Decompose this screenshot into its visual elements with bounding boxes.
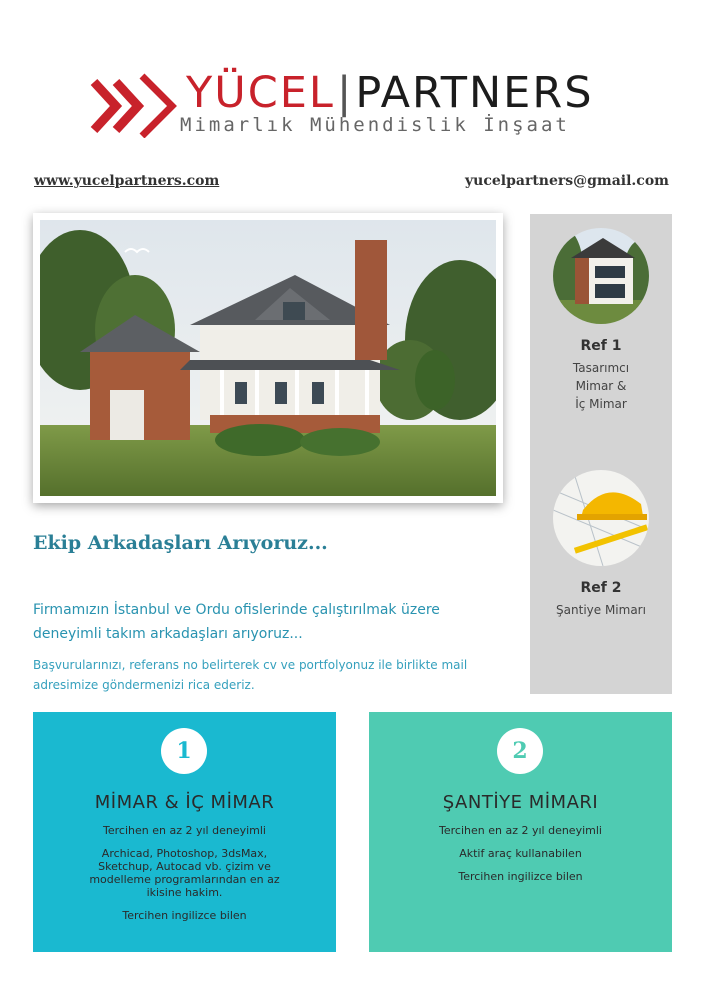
requirement-line: Tercihen en az 2 yıl deneyimli (103, 824, 266, 837)
requirement-line: Archicad, Photoshop, 3dsMax, Sketchup, Autocad vb. çizim ve modelleme programlarından en az ikisine hakim. (89, 847, 280, 899)
yp-monogram-icon (90, 72, 180, 138)
ref-2-description (530, 601, 672, 619)
intro-text (33, 598, 513, 646)
ref-1-description (530, 359, 672, 413)
position-requirements (409, 824, 632, 893)
application-note (33, 655, 503, 695)
position-card-1 (33, 712, 336, 952)
intro-line: Firmamızın İstanbul ve Ordu ofislerinde çalıştırılmak üzere (33, 602, 440, 618)
position-number-badge: 2 (497, 728, 543, 774)
brand-name (186, 68, 594, 118)
requirement-line: Tercihen en az 2 yıl deneyimli (439, 824, 602, 837)
house-illustration (40, 220, 496, 496)
reference-sidebar (530, 214, 672, 694)
brand-separator: | (336, 68, 354, 118)
requirement-line: Aktif araç kullanabilen (459, 847, 582, 860)
position-card-2 (369, 712, 672, 952)
position-title: ŞANTİYE MİMARI (442, 792, 599, 813)
apply-line: Başvurularınızı, referans no belirterek cv ve portfolyonuz ile birlikte mail (33, 658, 468, 672)
brand-secondary: PARTNERS (355, 68, 594, 118)
ref-1-photo (553, 228, 649, 324)
ref-2-photo (553, 470, 649, 566)
ref-1-title: Ref 1 (580, 338, 622, 354)
ref-1-desc-line: İç Mimar (575, 397, 627, 411)
position-number-badge: 1 (161, 728, 207, 774)
apply-line: adresimize göndermenizi rica ederiz. (33, 678, 255, 692)
email-link[interactable]: yucelpartners@gmail.com (465, 173, 669, 189)
brand-primary: YÜCEL (186, 68, 335, 118)
ref-2-desc-line: Şantiye Mimarı (556, 603, 646, 617)
logo (90, 68, 650, 148)
ref-1-desc-line: Tasarımcı (572, 361, 630, 375)
intro-line: deneyimli takım arkadaşları arıyoruz... (33, 626, 303, 642)
position-requirements (73, 824, 296, 932)
ref-1-desc-line: Mimar & (575, 379, 627, 393)
ref-2-title: Ref 2 (580, 580, 622, 596)
page-heading: Ekip Arkadaşları Arıyoruz... (33, 532, 328, 554)
tagline: Mimarlık Mühendislik İnşaat (180, 114, 570, 136)
hero-frame (33, 213, 503, 503)
position-title: MİMAR & İÇ MİMAR (94, 792, 275, 813)
website-link[interactable]: www.yucelpartners.com (34, 173, 220, 189)
requirement-line: Tercihen ingilizce bilen (122, 909, 247, 922)
requirement-line: Tercihen ingilizce bilen (458, 870, 583, 883)
